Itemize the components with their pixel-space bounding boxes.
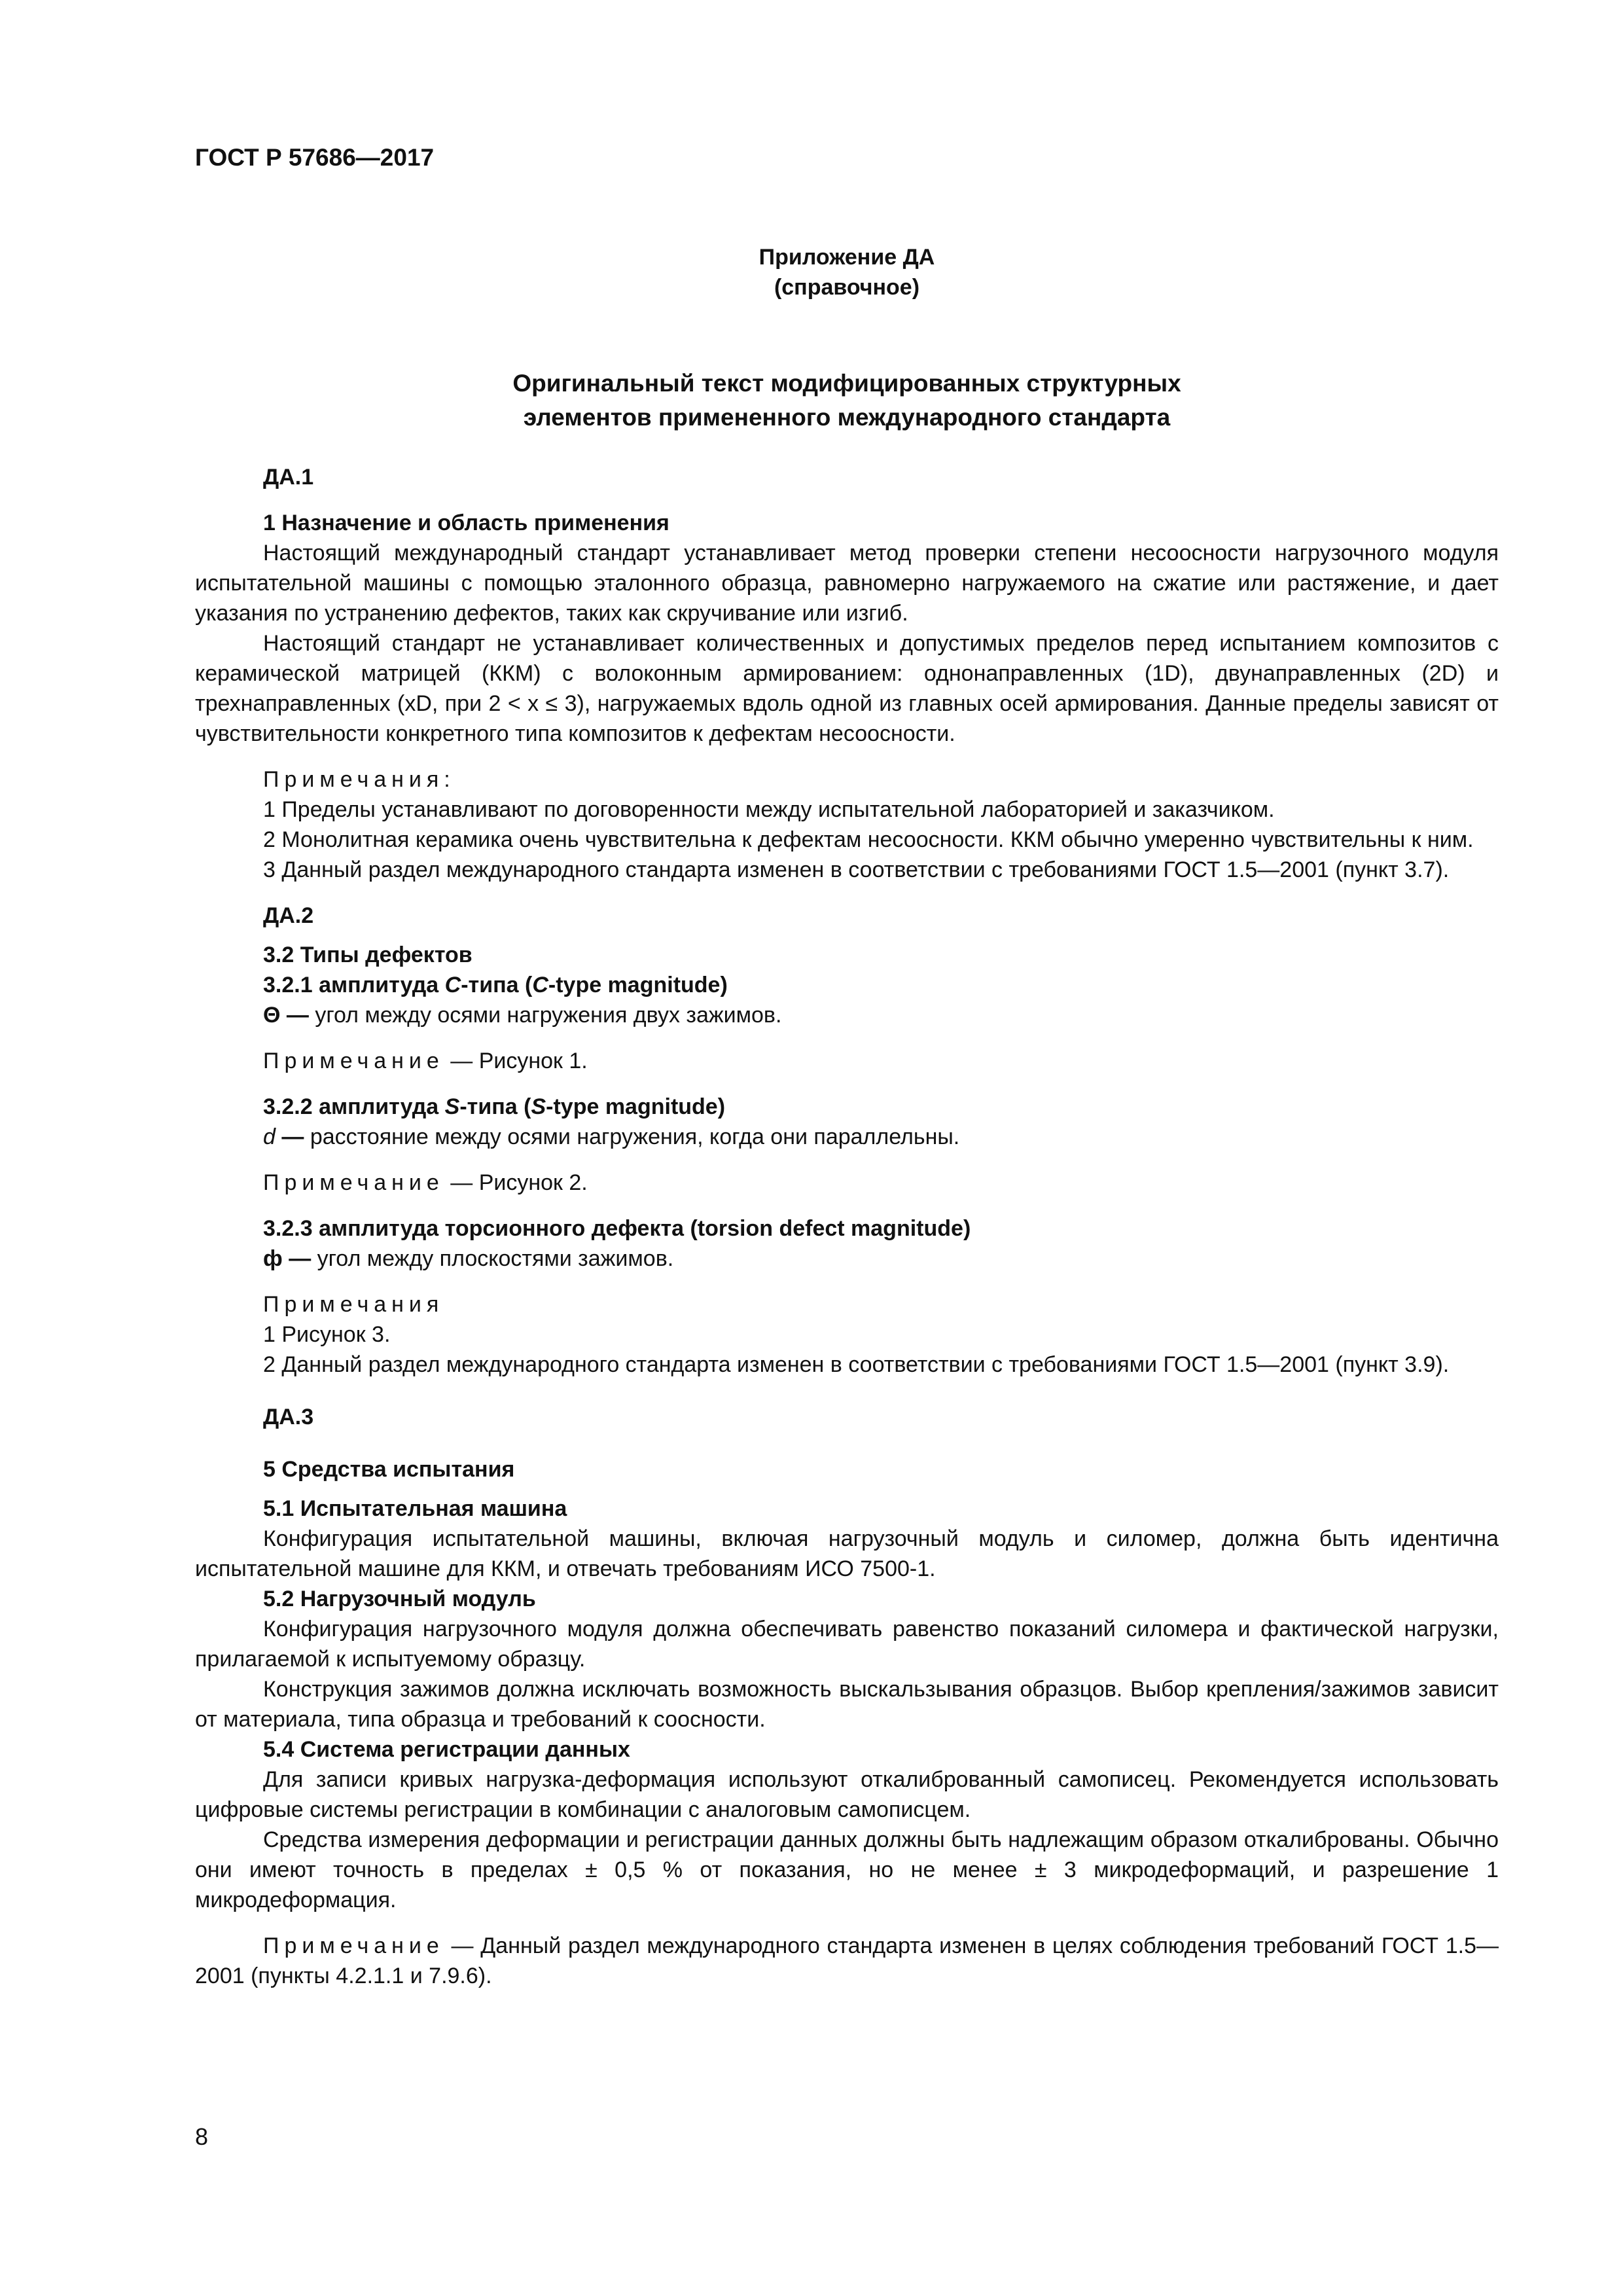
annex-title: Приложение ДА: [758, 245, 935, 270]
definition-s-type: d — расстояние между осями нагружения, когда они параллельны.: [263, 1124, 960, 1149]
paragraph-load-module-1: Конфигурация нагрузочного модуля должна обеспечивать равенство показаний силомера и фактической нагрузки, прилагаемой к испытуемому образцу.: [195, 1617, 1499, 1672]
heading-torsion: 3.2.3 амплитуда торсионного дефекта (torsion defect magnitude): [263, 1216, 971, 1241]
notes-label-da1: Примечания:: [263, 767, 455, 792]
definition-torsion: ф — угол между плоскостями зажимов.: [263, 1246, 674, 1271]
paragraph-data-system-1: Для записи кривых нагрузка-деформация используют откалиброванный самописец. Рекомендуется использовать цифровые системы регистрации в комбинации с аналоговым самописцем.: [195, 1767, 1499, 1822]
annex-kind: (справочное): [774, 275, 920, 300]
section-tag-da1: ДА.1: [263, 465, 314, 490]
paragraph-test-machine: Конфигурация испытательной машины, включая нагрузочный модуль и силомер, должна быть идентична испытательной машине для ККМ, и отвечать требованиям ИСО 7500-1.: [195, 1526, 1499, 1581]
document-title-line2: элементов примененного международного стандарта: [523, 404, 1171, 431]
paragraph-scope-1: Настоящий международный стандарт устанавливает метод проверки степени несоосности нагрузочного модуля испытательной машины с помощью эталонного образца, равномерно нагружаемого на сжатие или растяжение, и дает указания по устранению дефектов, таких как скручивание или изгиб.: [195, 541, 1499, 626]
heading-c-type: 3.2.1 амплитуда C-типа (C-type magnitude): [263, 973, 728, 997]
heading-test-means: 5 Средства испытания: [263, 1457, 515, 1482]
paragraph-data-system-2: Средства измерения деформации и регистрации данных должны быть надлежащим образом откалиброваны. Обычно они имеют точность в пределах ± 0,5 % от показания, но не менее ± 3 микродеформаций, и разрешение 1 микродеформация.: [195, 1827, 1499, 1912]
heading-defect-types: 3.2 Типы дефектов: [263, 942, 473, 967]
note-da2-2: 2 Данный раздел международного стандарта изменен в соответствии с требованиями ГОСТ 1.5—2001 (пункт 3.9).: [263, 1352, 1450, 1377]
heading-load-module: 5.2 Нагрузочный модуль: [263, 1587, 536, 1611]
section-tag-da3: ДА.3: [263, 1405, 314, 1429]
paragraph-load-module-2: Конструкция зажимов должна исключать возможность выскальзывания образцов. Выбор крепления/зажимов зависит от материала, типа образца и требований к соосности.: [195, 1677, 1499, 1732]
document-page: [195, 144, 1499, 1991]
section-tag-da2: ДА.2: [263, 903, 314, 928]
page-number: 8: [195, 2123, 209, 2150]
definition-c-type: Θ — угол между осями нагружения двух зажимов.: [263, 1003, 782, 1028]
heading-s-type: 3.2.2 амплитуда S-типа (S-type magnitude): [263, 1094, 726, 1119]
note-s-type: Примечание — Рисунок 2.: [263, 1170, 588, 1195]
standard-code: ГОСТ Р 57686—2017: [195, 144, 435, 171]
note-da2-1: 1 Рисунок 3.: [263, 1322, 391, 1347]
paragraph-scope-2: Настоящий стандарт не устанавливает количественных и допустимых пределов перед испытанием композитов с керамической матрицей (ККМ) с волоконным армированием: однонаправленных (1D), двунаправленных (2D) и трехнаправленных (xD, при 2 < x ≤ 3), нагружаемых вдоль одной из главных осей армирования. Данные пределы зависят от чувствительности конкретного типа композитов к дефектам несоосности.: [195, 631, 1499, 746]
document-title: [195, 367, 1499, 435]
note-da1-3: 3 Данный раздел международного стандарта изменен в соответствии с требованиями ГОСТ 1.5—2001 (пункт 3.7).: [263, 857, 1450, 882]
notes-label-da2: Примечания: [263, 1292, 444, 1317]
note-c-type: Примечание — Рисунок 1.: [263, 1049, 588, 1073]
note-da3: Примечание — Данный раздел международного стандарта изменен в целях соблюдения требований ГОСТ 1.5—2001 (пункты 4.2.1.1 и 7.9.6).: [195, 1933, 1499, 1988]
annex-header: [195, 242, 1499, 302]
heading-data-system: 5.4 Система регистрации данных: [263, 1737, 630, 1762]
document-title-line1: Оригинальный текст модифицированных структурных: [512, 370, 1181, 397]
heading-test-machine: 5.1 Испытательная машина: [263, 1496, 567, 1521]
note-da1-2: 2 Монолитная керамика очень чувствительна к дефектам несоосности. ККМ обычно умеренно чувствительны к ним.: [263, 827, 1474, 852]
heading-scope: 1 Назначение и область применения: [263, 511, 669, 535]
note-da1-1: 1 Пределы устанавливают по договоренности между испытательной лабораторией и заказчиком.: [263, 797, 1275, 822]
